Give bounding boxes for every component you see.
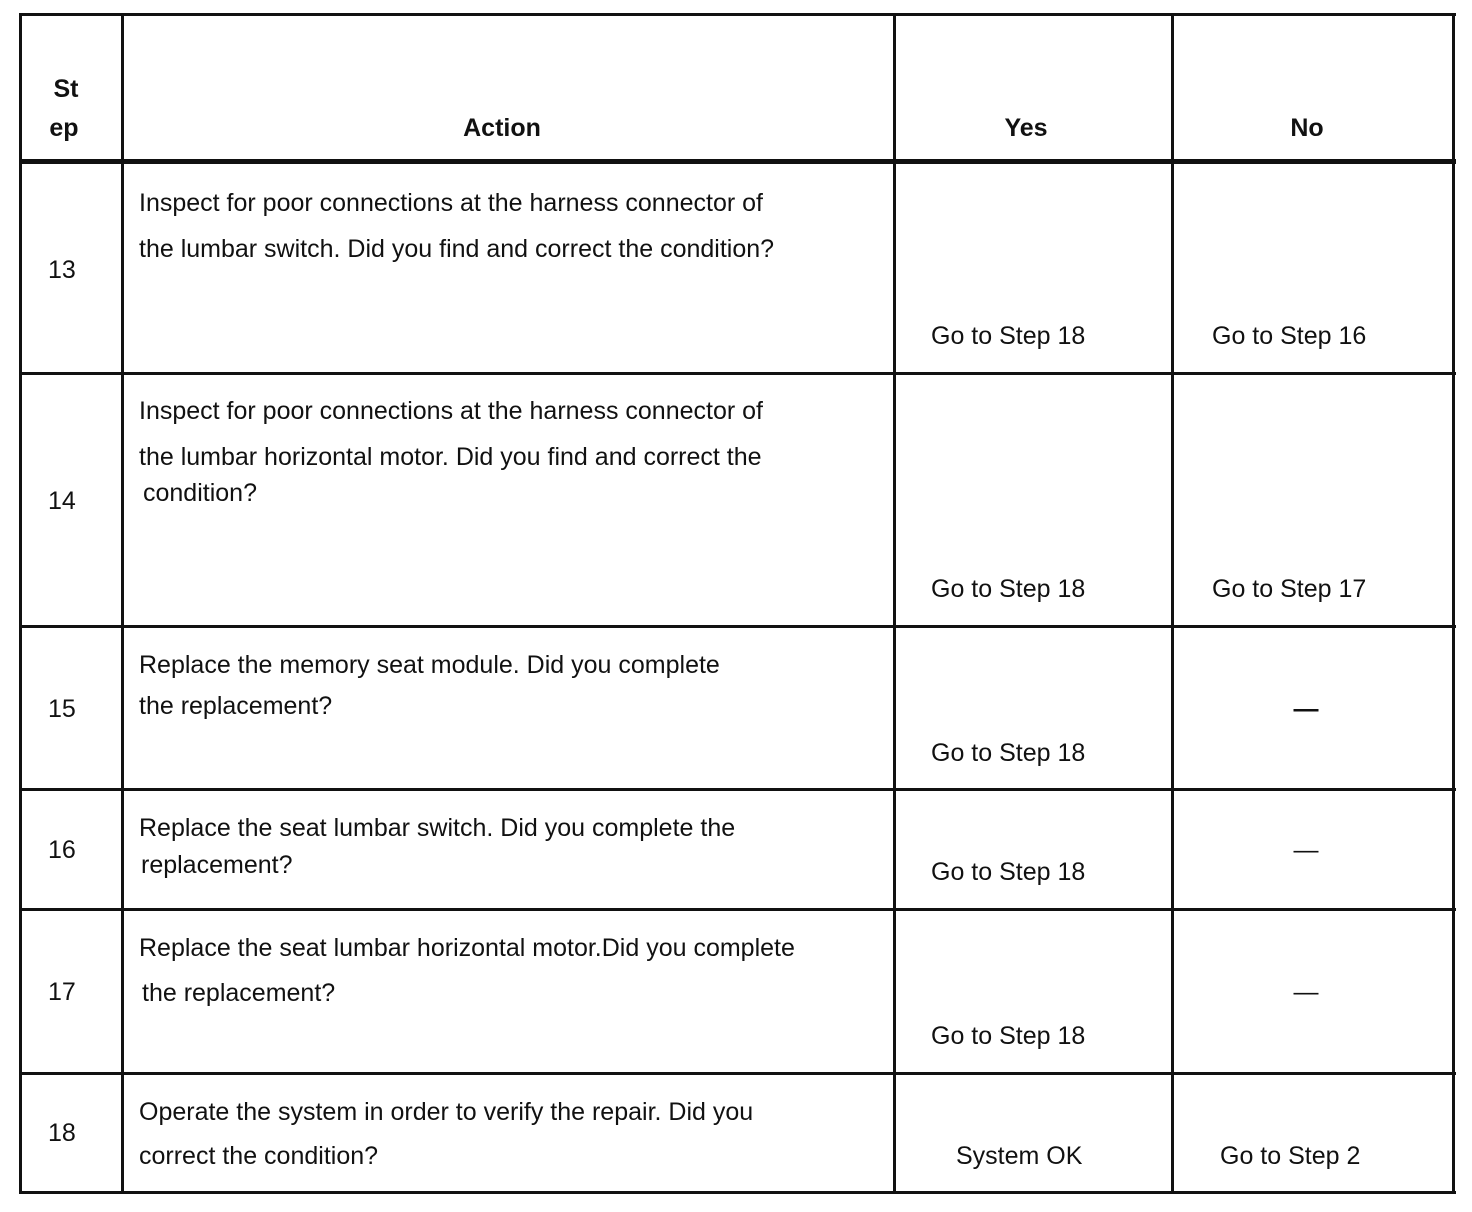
table-border-top <box>20 13 1456 16</box>
header-action: Action <box>463 114 541 142</box>
no-result: Go to Step 2 <box>1220 1142 1361 1170</box>
no-result: — <box>1293 978 1319 1006</box>
action-text: Inspect for poor connections at the harness connector of <box>139 189 763 217</box>
column-divider <box>1171 13 1174 1194</box>
action-text: Operate the system in order to verify the repair. Did you <box>139 1098 754 1126</box>
step-number: 13 <box>48 256 76 284</box>
step-number: 16 <box>48 836 76 864</box>
header-yes: Yes <box>1004 114 1048 142</box>
yes-result: Go to Step 18 <box>931 858 1086 886</box>
step-number: 15 <box>48 695 76 723</box>
action-text: Inspect for poor connections at the harness connector of <box>139 397 763 425</box>
column-divider <box>121 13 124 1194</box>
table-border-right <box>1452 13 1455 1194</box>
header-step-line2: ep <box>49 114 79 142</box>
action-text: Replace the seat lumbar switch. Did you complete the <box>139 814 736 842</box>
no-result: — <box>1293 836 1319 864</box>
action-text: Replace the memory seat module. Did you complete <box>139 651 720 679</box>
table-border-left <box>19 13 22 1194</box>
action-text: the replacement? <box>142 979 336 1007</box>
step-number: 18 <box>48 1119 76 1147</box>
action-text: correct the condition? <box>139 1142 379 1170</box>
yes-result: Go to Step 18 <box>931 739 1086 767</box>
header-divider <box>20 159 1456 164</box>
step-number: 17 <box>48 978 76 1006</box>
row-divider <box>20 372 1456 375</box>
row-divider <box>20 1072 1456 1075</box>
action-text: condition? <box>143 479 257 507</box>
action-text: Replace the seat lumbar horizontal motor.Did you complete <box>139 934 795 962</box>
yes-result: System OK <box>956 1142 1083 1170</box>
yes-result: Go to Step 18 <box>931 575 1086 603</box>
table-border-bottom <box>20 1191 1456 1194</box>
no-result: — <box>1293 695 1319 723</box>
row-divider <box>20 625 1456 628</box>
column-divider <box>893 13 896 1194</box>
action-text: the lumbar switch. Did you find and correct the condition? <box>139 235 775 263</box>
row-divider <box>20 908 1456 911</box>
header-step-line1: St <box>53 75 79 103</box>
yes-result: Go to Step 18 <box>931 1022 1086 1050</box>
step-number: 14 <box>48 487 76 515</box>
action-text: the lumbar horizontal motor. Did you find and correct the <box>139 443 762 471</box>
action-text: the replacement? <box>139 692 333 720</box>
yes-result: Go to Step 18 <box>931 322 1086 350</box>
header-no: No <box>1290 114 1324 142</box>
row-divider <box>20 788 1456 791</box>
no-result: Go to Step 16 <box>1212 322 1367 350</box>
action-text: replacement? <box>141 851 293 879</box>
no-result: Go to Step 17 <box>1212 575 1367 603</box>
